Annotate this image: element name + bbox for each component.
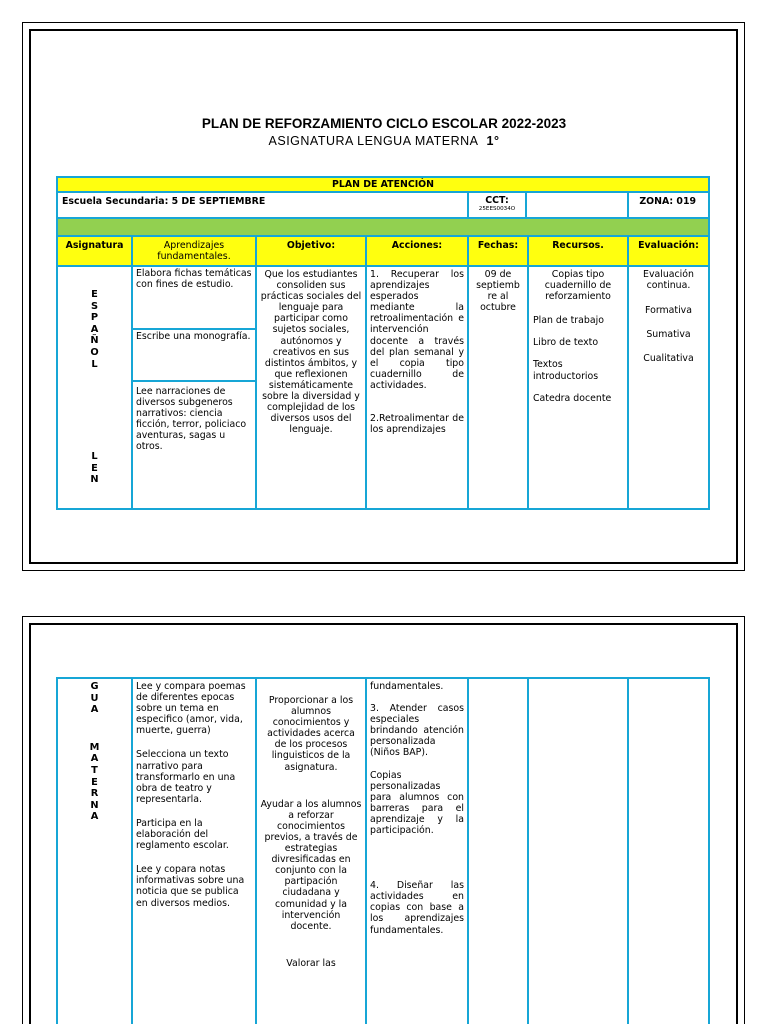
aprendizaje-p2-2: Selecciona un texto narrativo para transformarlo en una obra de teatro y representarla.	[136, 749, 236, 805]
aprendizaje-p2-4: Lee y copara notas informativas sobre una noticia que se publica en diversos medios.	[136, 864, 245, 909]
aprendizaje-cell-2	[131, 328, 257, 382]
objetivo-cell-p1	[255, 265, 367, 510]
header-objetivo: Objetivo:	[255, 235, 367, 267]
objetivo-p2-3: Valorar las	[286, 957, 336, 969]
header-fechas: Fechas:	[467, 235, 529, 267]
header-evaluacion: Evaluación:	[627, 235, 710, 267]
acciones-p2-3: Copias personalizadas para alumnos con barreras para el aprendizaje y la participación.	[370, 769, 464, 837]
acciones-cell-p1	[365, 265, 469, 510]
asignatura-vertical-gua: G U A	[90, 681, 99, 716]
plan-banner: PLAN DE ATENCIÓN	[56, 176, 710, 193]
acciones-p2-1: fundamentales.	[370, 681, 444, 692]
fechas-cell-p1	[467, 265, 529, 510]
header-acciones: Acciones:	[365, 235, 469, 267]
green-separator-row	[56, 217, 710, 237]
evaluacion-item-4: Cualitativa	[643, 353, 694, 365]
aprendizaje-p2-1: Lee y compara poemas de diferentes epocas sobre un tema en especifico (amor, vida, muerte, guerra)	[136, 681, 246, 737]
fechas-text: 09 de septiemb re al octubre	[476, 269, 520, 314]
recurso-item-1: Copias tipo cuadernillo de reforzamiento	[544, 269, 612, 303]
asignatura-cell-p2	[56, 677, 133, 1024]
acciones-cell-p2	[365, 677, 469, 1024]
evaluacion-cell-p2	[627, 677, 710, 1024]
asignatura-vertical-espanol: E S P A Ñ O L	[90, 289, 99, 370]
school-cell: Escuela Secundaria: 5 DE SEPTIEMBRE	[56, 191, 469, 219]
acciones-text-2: 2.Retroalimentar de los aprendizajes	[370, 413, 464, 436]
aprendizaje-text-3: Lee narraciones de diversos subgeneros narrativos: ciencia ficción, terror, policiaco aventuras, sagas u otros.	[136, 386, 247, 453]
acciones-p2-2: 3. Atender casos especiales brindando atención personalizada (Niños BAP).	[370, 703, 464, 759]
recursos-cell-p1	[527, 265, 629, 510]
objetivo-cell-p2	[255, 677, 367, 1024]
header-asignatura: Asignatura	[56, 235, 133, 267]
grade-label: 1°	[486, 134, 500, 148]
document-subtitle	[0, 134, 768, 148]
cct-cell	[467, 191, 527, 219]
recurso-item-2: Plan de trabajo	[533, 315, 604, 327]
evaluacion-cell-p1	[627, 265, 710, 510]
asignatura-vertical-materna: M A T E R N A	[89, 741, 100, 823]
aprendizaje-cell-1	[131, 265, 257, 330]
cct-blank-cell	[525, 191, 629, 219]
subject-name: ASIGNATURA LENGUA MATERNA	[268, 134, 479, 148]
objetivo-p2-2: Ayudar a los alumnos a reforzar conocimientos previos, a través de estrategias divresificadas en conjunto con la partipación ciudadana y comunidad y la intervención docente.	[260, 798, 362, 932]
cct-label: CCT:	[485, 195, 509, 206]
recursos-cell-p2	[527, 677, 629, 1024]
asignatura-cell-p1	[56, 265, 133, 510]
recurso-item-5: Catedra docente	[533, 392, 612, 404]
aprendizaje-text-2: Escribe una monografía.	[136, 331, 251, 342]
asignatura-vertical-len: L E N	[90, 451, 99, 486]
acciones-text-1: 1. Recuperar los aprendizajes esperados mediante la retroalimentación e intervención docente a través del plan semanal y el copia tipo cuadernillo de actividades.	[370, 269, 464, 391]
aprendizaje-p2-3: Participa en la elaboración del reglamento escolar.	[136, 817, 229, 852]
cct-value: 25EES0034O	[478, 206, 516, 212]
recurso-item-4: Textos introductorios	[533, 359, 599, 382]
aprendizaje-text-1: Elabora fichas temáticas con fines de estudio.	[136, 268, 252, 291]
objetivo-text-p1: Que los estudiantes consoliden sus prácticas sociales del lenguaje para participar como sujetos sociales, autónomos y creativos en sus distintos ámbitos, y que reflexionen sistemáticamente sobre la diversidad y complejidad de los diversos usos del lenguaje.	[260, 269, 362, 436]
fechas-cell-p2	[467, 677, 529, 1024]
header-recursos: Recursos.	[527, 235, 629, 267]
aprendizajes-cell-p2	[131, 677, 257, 1024]
document-title: PLAN DE REFORZAMIENTO CICLO ESCOLAR 2022-2023	[201, 116, 567, 131]
aprendizaje-cell-3	[131, 380, 257, 510]
evaluacion-item-3: Sumativa	[646, 329, 691, 341]
evaluacion-item-1: Evaluación continua.	[643, 269, 694, 292]
evaluacion-item-2: Formativa	[645, 305, 692, 317]
objetivo-p2-1: Proporcionar a los alumnos conocimientos y actividades acerca de los procesos linguisticos de la asignatura.	[267, 695, 355, 773]
recurso-item-3: Libro de texto	[533, 337, 599, 349]
header-aprendizajes: Aprendizajes fundamentales.	[131, 235, 257, 267]
zona-cell: ZONA: 019	[627, 191, 710, 219]
acciones-p2-4: 4. Diseñar las actividades en copias con base a los aprendizajes fundamentales.	[370, 880, 464, 936]
